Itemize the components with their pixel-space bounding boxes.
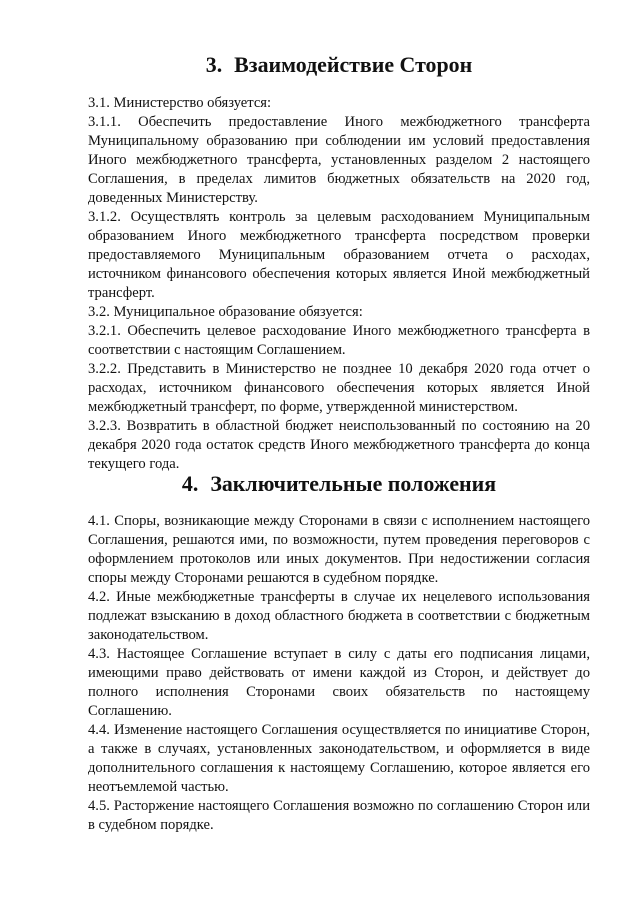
section-3-heading [88,52,590,77]
clause-3-2-3: 3.2.3. Возвратить в областной бюджет неиспользованный по состоянию на 20 декабря 2020 года остаток средств Иного межбюджетного трансферта до конца текущего года. [88,418,590,472]
clause-4-2: 4.2. Иные межбюджетные трансферты в случае их нецелевого использования подлежат взысканию в доход областного бюджета в соответствии с бюджетным законодательством. [88,589,590,643]
clause-3-1: 3.1. Министерство обязуется: [88,95,272,111]
clause-3-1-1: 3.1.1. Обеспечить предоставление Иного межбюджетного трансферта Муниципальному образованию при соблюдении им условий предоставления Иного межбюджетного трансферта, установленных разделом 2 настоящего Соглашения, в пределах лимитов бюджетных обязательств на 2020 год, доведенных Министерству. [88,114,590,206]
section-3-number: 3. [205,52,223,77]
clause-4-5: 4.5. Расторжение настоящего Соглашения возможно по соглашению Сторон или в судебном порядке. [88,798,590,833]
section-4-heading [88,471,590,496]
clause-3-2-2: 3.2.2. Представить в Министерство не позднее 10 декабря 2020 года отчет о расходах, источником финансового обеспечения которых является Иной межбюджетный трансферт, по форме, утвержденной министерством. [88,361,590,415]
clause-3-2-1: 3.2.1. Обеспечить целевое расходование Иного межбюджетного трансферта в соответствии с настоящим Соглашением. [88,323,590,358]
section-4-number: 4. [181,471,199,496]
document-page [88,52,590,835]
section-3-body [88,94,590,474]
clause-3-2: 3.2. Муниципальное образование обязуется: [88,304,363,320]
section-4-title: Заключительные положения [210,471,497,496]
clause-4-1: 4.1. Споры, возникающие между Сторонами в связи с исполнением настоящего Соглашения, решаются ими, по возможности, путем проведения переговоров с оформлением протоколов или иных документов. При недостижении согласия споры между Сторонами решаются в судебном порядке. [88,513,590,586]
clause-4-4: 4.4. Изменение настоящего Соглашения осуществляется по инициативе Сторон, а также в случаях, установленных законодательством, и оформляется в виде дополнительного соглашения к настоящему Соглашению, которое является его неотъемлемой частью. [88,722,590,795]
section-4-body [88,512,590,835]
clause-3-1-2: 3.1.2. Осуществлять контроль за целевым расходованием Муниципальным образованием Иного межбюджетного трансферта посредством проверки предоставляемого Муниципальным образованием отчета о расходах, источником финансового обеспечения которых является Иной межбюджетный трансферт. [88,209,590,301]
clause-4-3: 4.3. Настоящее Соглашение вступает в силу с даты его подписания лицами, имеющими право действовать от имени каждой из Сторон, и действует до полного исполнения Сторонами своих обязательств по настоящему Соглашению. [88,646,590,719]
section-3-title: Взаимодействие Сторон [234,52,473,77]
